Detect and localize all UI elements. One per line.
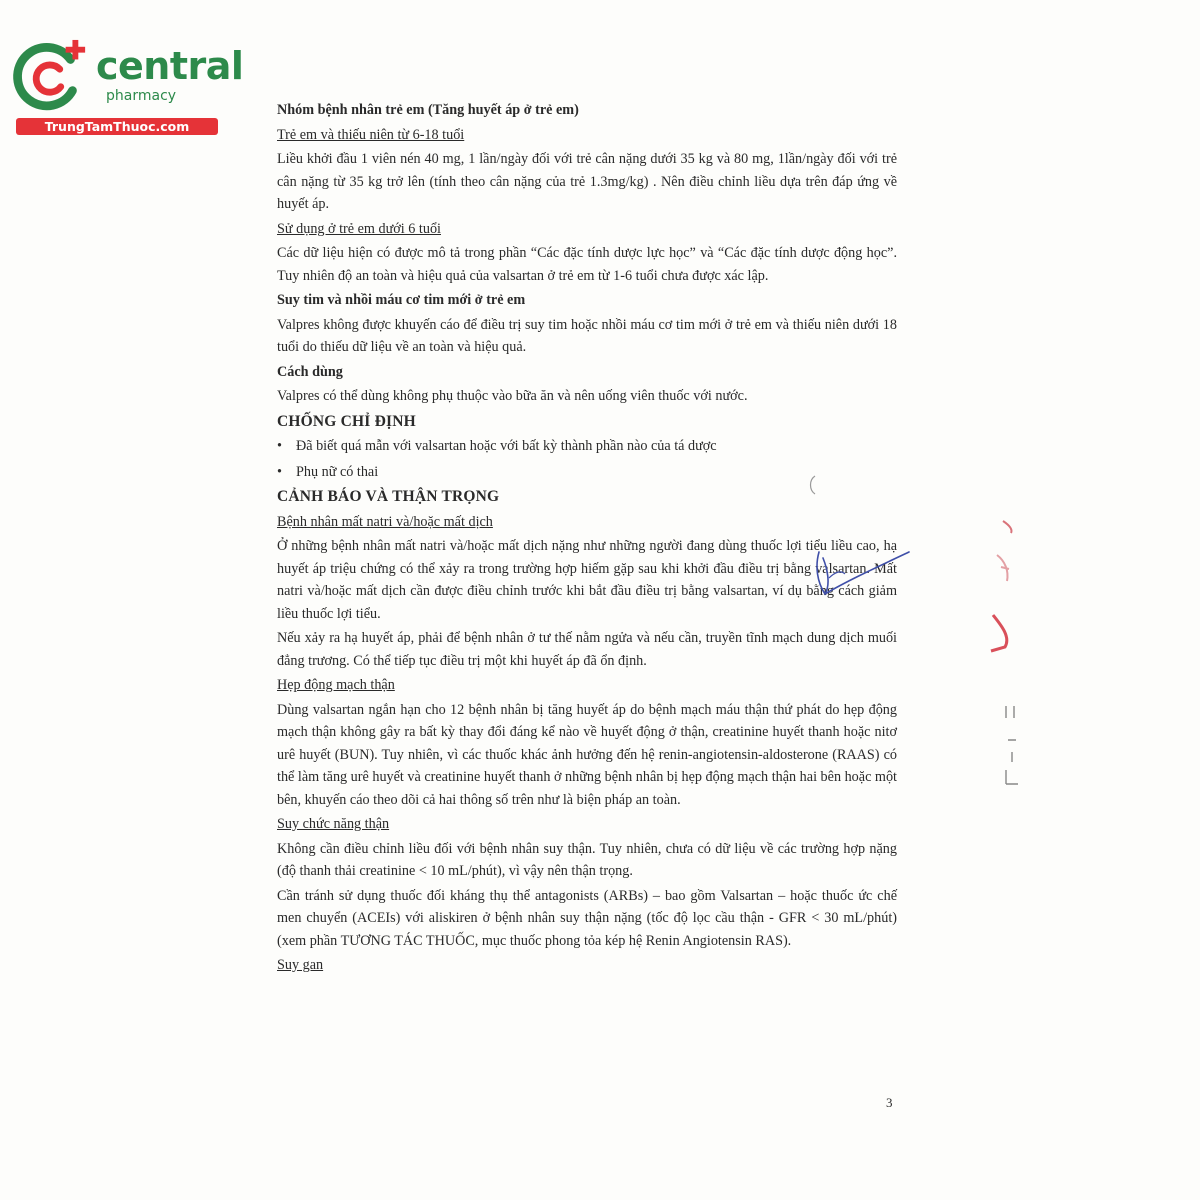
paragraph-renal-artery-stenosis: Dùng valsartan ngắn hạn cho 12 bệnh nhân bị tăng huyết áp do bệnh mạch máu thận thứ phát do hẹp động mạch thận không gây ra bất kỳ thay đổi đáng kể nào về huyết động ở thận, creatinine huyết thanh hoặc nitơ urê huyết (BUN). Tuy nhiên, vì các thuốc khác ảnh hưởng đến hệ renin-angiotensin-aldosterone (RAAS) có thể làm tăng urê huyết và creatinine huyết thanh ở những bệnh nhân bị hẹp động mạch thận hai bên hoặc một bên, khuyến cáo theo dõi cả hai thông số trên như là biện pháp an toàn. [277, 701, 897, 808]
section-heading-warnings: CẢNH BÁO VÀ THẬN TRỌNG [277, 488, 500, 505]
subheading-under-6: Sử dụng ở trẻ em dưới 6 tuổi [277, 220, 441, 237]
page-number: 3 [886, 1095, 893, 1110]
list-item: • Phụ nữ có thai [277, 461, 897, 484]
section-heading-heart-failure: Suy tim và nhồi máu cơ tim mới ở trẻ em [277, 292, 526, 308]
subheading-renal-artery-stenosis: Hẹp động mạch thận [277, 677, 395, 693]
document-body [277, 99, 897, 979]
contraindication-list [277, 435, 897, 483]
margin-mark [1000, 700, 1024, 790]
logo-name: central [96, 44, 244, 88]
paragraph-renal-impairment: Không cần điều chỉnh liều đối với bệnh nhân suy thận. Tuy nhiên, chưa có dữ liệu về các trường hợp nặng (độ thanh thải creatinine < 10 mL/phút), vì vậy nên thận trọng. [277, 840, 897, 879]
section-heading-administration: Cách dùng [277, 363, 343, 380]
paragraph-arb-aliskiren: Cần tránh sử dụng thuốc đối kháng thụ thể antagonists (ARBs) – bao gồm Valsartan – hoặc thuốc ức chế men chuyển (ACEIs) với aliskiren ở bệnh nhân suy thận nặng (tốc độ lọc cầu thận - GFR < 30 mL/phút) (xem phần TƯƠNG TÁC THUỐC, mục thuốc phong tỏa kép hệ Renin Angiotensin RAS). [277, 887, 897, 949]
section-heading-pediatric: Nhóm bệnh nhân trẻ em (Tăng huyết áp ở trẻ em) [277, 102, 579, 118]
stamp-fragment-mark [985, 515, 1025, 655]
subheading-sodium-depletion: Bệnh nhân mất natri và/hoặc mất dịch [277, 513, 493, 530]
subheading-age-6-18: Trẻ em và thiếu niên từ 6-18 tuổi [277, 126, 465, 143]
paragraph-under-6: Các dữ liệu hiện có được mô tả trong phần “Các đặc tính dược lực học” và “Các đặc tính dược động học”. Tuy nhiên độ an toàn và hiệu quả của valsartan ở trẻ em từ 1-6 tuổi chưa được xác lập. [277, 245, 897, 284]
paragraph-heart-failure: Valpres không được khuyến cáo để điều trị suy tim hoặc nhồi máu cơ tim mới ở trẻ em và thiếu niên dưới 18 tuổi do thiếu dữ liệu về an toàn và hiệu quả. [277, 316, 897, 355]
paragraph-hypotension: Nếu xảy ra hạ huyết áp, phải để bệnh nhân ở tư thế nằm ngửa và nếu cần, truyền tĩnh mạch dung dịch muối đẳng trương. Có thể tiếp tục điều trị một khi huyết áp đã ổn định. [277, 630, 897, 669]
bracket-mark [806, 474, 818, 496]
subheading-renal-impairment: Suy chức năng thận [277, 816, 390, 832]
brand-logo [8, 36, 244, 136]
paragraph-sodium-depletion: Ở những bệnh nhân mất natri và/hoặc mất dịch nặng như những người đang dùng thuốc lợi tiểu liều cao, hạ huyết áp triệu chứng có thể xảy ra trong trường hợp hiếm gặp sau khi khởi đầu điều trị bằng valsartan. Mất natri và/hoặc mất dịch cần được điều chỉnh trước khi bắt đầu điều trị bằng valsartan, ví dụ bằng cách giảm liều thuốc lợi tiểu. [277, 538, 897, 622]
signature-mark [805, 548, 915, 608]
paragraph-pediatric-dose: Liều khởi đầu 1 viên nén 40 mg, 1 lần/ngày đối với trẻ cân nặng dưới 35 kg và 80 mg, 1lần/ngày đối với trẻ cân nặng từ 35 kg trở lên (tính theo cân nặng của trẻ 1.3mg/kg) . Nên điều chỉnh liều dựa trên đáp ứng về huyết áp. [277, 151, 897, 212]
subheading-hepatic-impairment: Suy gan [277, 957, 324, 973]
logo-subtitle: pharmacy [106, 88, 177, 104]
paragraph-administration: Valpres có thể dùng không phụ thuộc vào bữa ăn và nên uống viên thuốc với nước. [277, 388, 748, 404]
logo-url-badge[interactable]: TrungTamThuoc.com [16, 118, 218, 135]
central-pharmacy-logo-icon [12, 38, 90, 116]
section-heading-contraindications: CHỐNG CHỈ ĐỊNH [277, 412, 416, 430]
list-item: • Đã biết quá mẫn với valsartan hoặc với bất kỳ thành phần nào của tá dược [277, 435, 897, 458]
